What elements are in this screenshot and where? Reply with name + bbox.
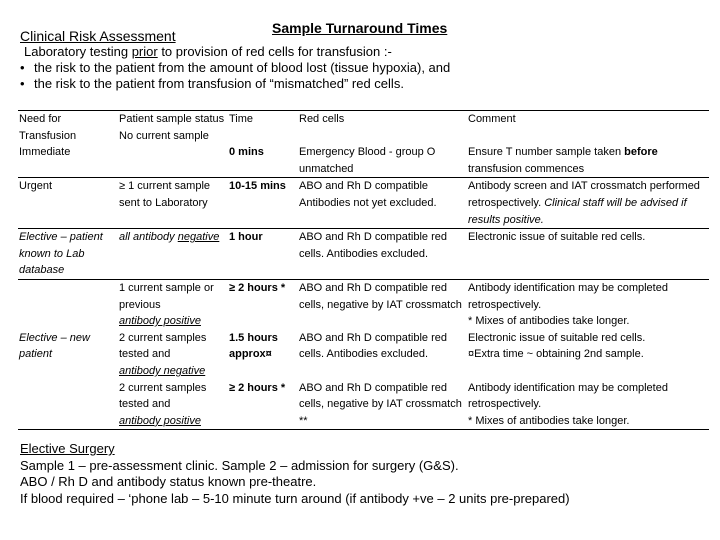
cell-text: 0 mins: [229, 146, 264, 159]
cell-text: No current sample: [119, 129, 209, 142]
table-row: [18, 380, 709, 430]
table-row: [18, 330, 709, 380]
table-cell: [118, 229, 228, 280]
turnaround-table: [18, 110, 709, 430]
intro-line: [20, 44, 450, 60]
cell-text: Comment: [468, 113, 516, 125]
cell-text: before: [624, 146, 658, 159]
bullet-text: the risk to the patient from the amount of blood lost (tissue hypoxia), and: [34, 60, 451, 75]
table-cell: [298, 279, 467, 329]
table-cell: [18, 229, 118, 280]
table-cell: [298, 380, 467, 430]
cell-text: ABO and Rh D compatible Antibodies not yet excluded.: [299, 180, 437, 209]
table-cell: [467, 178, 709, 229]
cell-text: Electronic issue of suitable red cells.: [468, 331, 646, 344]
cell-text: 1.5 hours approx¤: [229, 331, 278, 361]
intro-line-pre: Laboratory testing: [24, 44, 132, 59]
cell-text: 1 current sample or previous: [119, 281, 214, 311]
table-cell: [467, 229, 709, 280]
intro-line-underlined: prior: [131, 44, 158, 59]
header-status: [118, 111, 228, 178]
footer-line: Sample 1 – pre-assessment clinic. Sample 2 – admission for surgery (G&S).: [20, 457, 459, 473]
cell-text: Urgent: [19, 180, 53, 193]
cell-text: ≥ 1 current sample sent to Laboratory: [119, 180, 211, 209]
cell-text: Antibody identification may be completed retrospectively.: [468, 381, 668, 411]
footer-notes: [20, 441, 570, 507]
table-cell: [18, 330, 118, 380]
cell-text: antibody positive: [119, 414, 201, 427]
cell-text: ≥ 2 hours *: [229, 381, 286, 394]
cell-text: Red cells: [299, 113, 345, 125]
table-cell: [467, 330, 709, 380]
cell-text: Clinical staff will be advised if results positive.: [468, 196, 687, 226]
table-cell: [298, 178, 467, 229]
cell-text: ABO and Rh D compatible red cells, negative by IAT crossmatch **: [299, 381, 462, 427]
bullet-icon: •: [20, 60, 25, 75]
table-cell: [467, 279, 709, 329]
section-heading: Clinical Risk Assessment: [20, 28, 176, 44]
cell-text: Emergency Blood - group O unmatched: [299, 146, 436, 175]
cell-text: Need for Transfusion Immediate: [19, 113, 77, 159]
table-cell: [298, 229, 467, 280]
bullet-text: the risk to the patient from transfusion of “mismatched” red cells.: [34, 76, 404, 91]
cell-text: ≥ 2 hours *: [229, 281, 286, 294]
cell-text: ABO and Rh D compatible red cells. Antibodies excluded.: [299, 231, 447, 260]
table-cell: [18, 380, 118, 430]
cell-text: Patient sample status: [119, 113, 225, 125]
cell-text: Antibody identification may be completed retrospectively.: [468, 281, 668, 311]
cell-text: negative: [177, 231, 220, 244]
cell-text: [468, 144, 708, 177]
cell-text: Time: [229, 113, 254, 125]
footer-heading: Elective Surgery: [20, 441, 115, 456]
bullet-icon: •: [20, 76, 25, 91]
table-cell: [298, 330, 467, 380]
intro-text: [20, 44, 450, 92]
table-cell: [467, 380, 709, 430]
table-cell: [118, 178, 228, 229]
table-cell: [228, 229, 298, 280]
bullet-item: [20, 60, 450, 76]
intro-line-post: to provision of red cells for transfusion :-: [157, 44, 392, 59]
header-need: [18, 111, 118, 178]
header-red-cells: [298, 111, 467, 178]
bullet-item: [20, 76, 450, 92]
slide-title: Sample Turnaround Times: [272, 20, 448, 36]
table-cell: [118, 279, 228, 329]
table-row: [18, 229, 709, 280]
cell-text: * Mixes of antibodies take longer.: [468, 315, 630, 328]
cell-text: Ensure T number sample taken: [468, 146, 625, 159]
cell-text: Elective – patient known to Lab database: [19, 231, 103, 277]
cell-text: antibody negative: [119, 364, 206, 377]
cell-text: ¤Extra time ~ obtaining 2nd sample.: [468, 348, 644, 361]
table-cell: [228, 279, 298, 329]
table-cell: [228, 330, 298, 380]
cell-text: Electronic issue of suitable red cells.: [468, 231, 646, 244]
table-cell: [228, 178, 298, 229]
table-row: [18, 111, 709, 178]
footer-line: ABO / Rh D and antibody status known pre-theatre.: [20, 474, 317, 489]
cell-text: transfusion commences: [468, 162, 585, 175]
table-row: [18, 178, 709, 229]
table-row: [18, 279, 709, 329]
table-cell: [18, 279, 118, 329]
cell-text: antibody positive: [119, 315, 201, 328]
cell-text: 2 current samples tested and: [119, 331, 207, 361]
cell-text: ABO and Rh D compatible red cells. Antibodies excluded.: [299, 331, 447, 361]
table-cell: [118, 330, 228, 380]
cell-text: all antibody: [119, 231, 178, 244]
cell-text: ABO and Rh D compatible red cells, negative by IAT crossmatch: [299, 281, 462, 311]
table-cell: [18, 178, 118, 229]
cell-text: 1 hour: [229, 231, 263, 244]
table-cell: [228, 380, 298, 430]
cell-text: * Mixes of antibodies take longer.: [468, 414, 630, 427]
header-comment: [467, 111, 709, 178]
cell-text: Antibody screen and IAT crossmatch performed retrospectively.: [468, 180, 700, 209]
table-cell: [118, 380, 228, 430]
cell-text: 2 current samples tested and: [119, 381, 207, 411]
cell-text: Elective – new patient: [19, 331, 90, 361]
header-time: [228, 111, 298, 178]
cell-text: 10-15 mins: [229, 180, 286, 193]
footer-line: If blood required – ‘phone lab – 5-10 minute turn around (if antibody +ve – 2 units pre-prepared): [20, 490, 570, 506]
